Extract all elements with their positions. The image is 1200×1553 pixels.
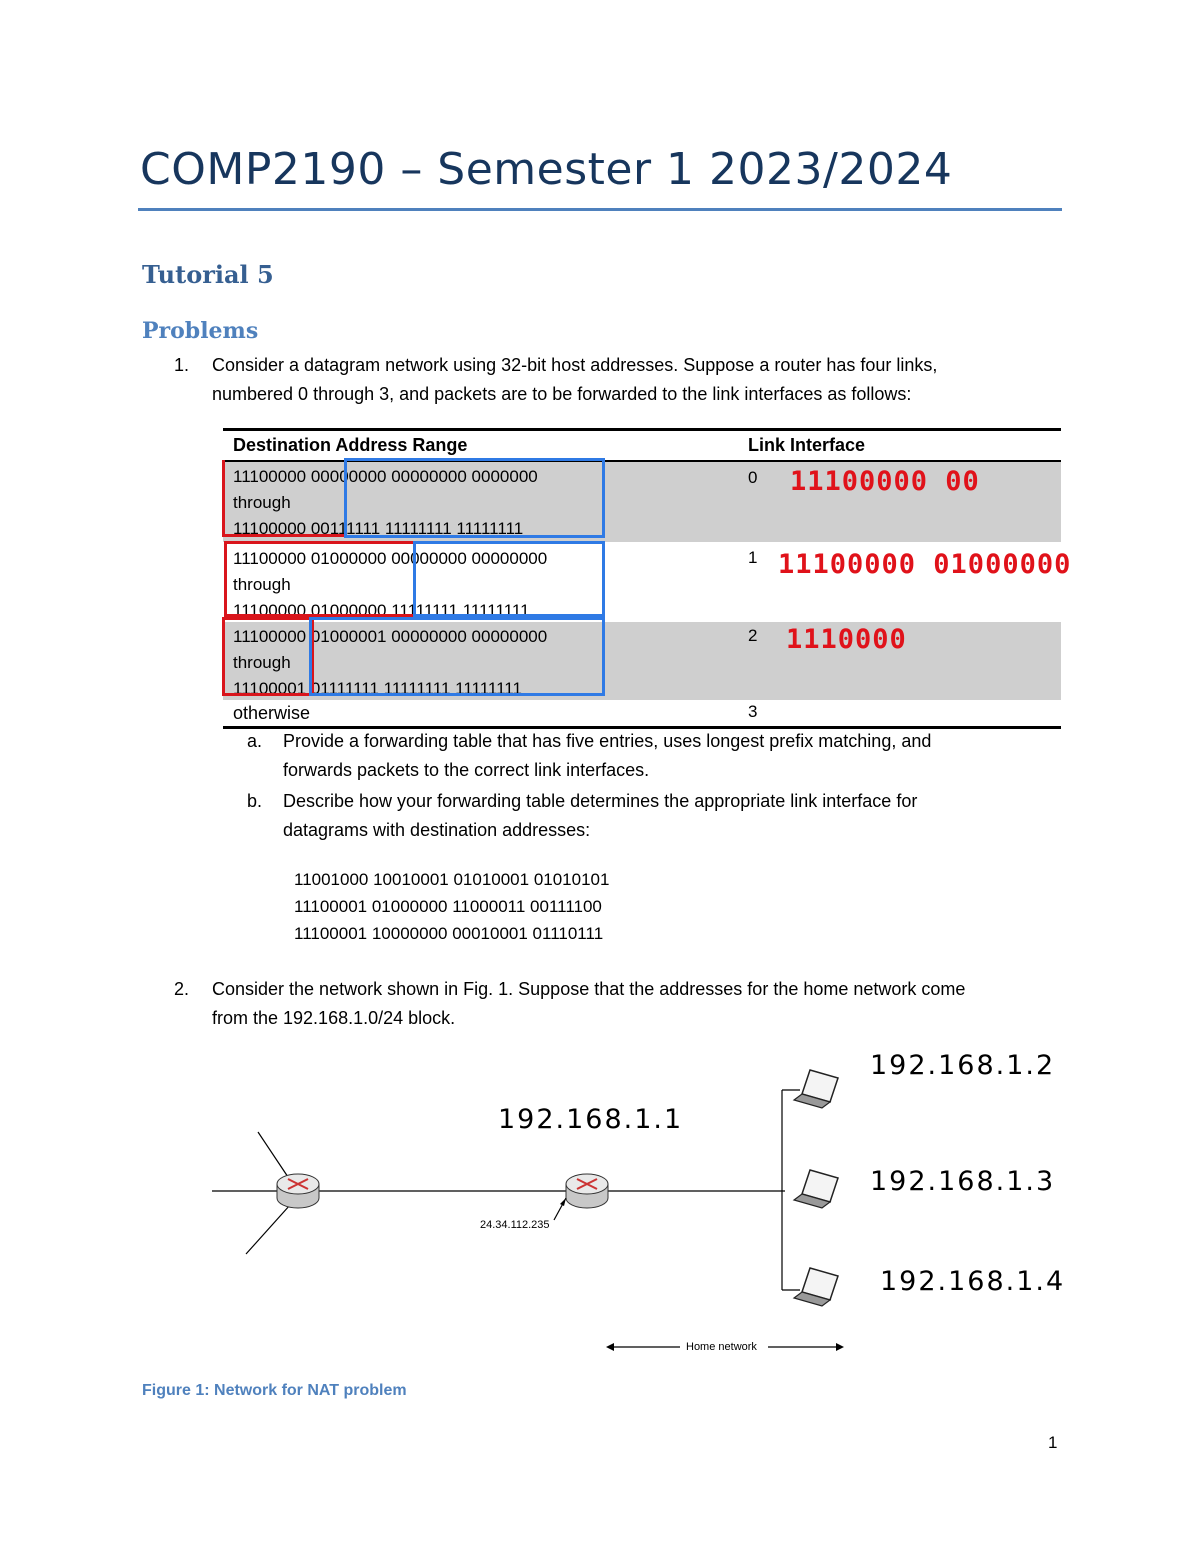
figure-caption: Figure 1: Network for NAT problem — [142, 1382, 407, 1399]
sub-a-line-1: Provide a forwarding table that has five entries, uses longest prefix matching, and — [283, 731, 932, 751]
sub-b-line-2: datagrams with destination addresses: — [283, 820, 591, 840]
range-cell: otherwise — [233, 703, 311, 723]
address-item: 11100001 01000000 11000011 00111100 — [294, 897, 602, 916]
handwritten-note: 11100000 00 — [790, 466, 980, 497]
link-cell: 2 — [748, 626, 758, 645]
title-divider — [138, 208, 1062, 211]
header-destination-range: Destination Address Range — [233, 435, 468, 455]
link-cell: 1 — [748, 548, 758, 567]
handwritten-ip: 192.168.1.4 — [880, 1266, 1066, 1297]
prefix-highlight-box — [224, 541, 416, 617]
range-to: 11100000 00111111 11111111 11111111 — [233, 519, 524, 538]
header-link-interface: Link Interface — [748, 435, 866, 455]
prefix-highlight-box — [222, 460, 346, 537]
link-cell: 0 — [748, 468, 758, 487]
range-to: 11100001 01111111 11111111 11111111 — [233, 679, 522, 698]
problem-1-number: 1. — [174, 355, 190, 375]
address-item: 11100001 10000000 00010001 01110111 — [294, 924, 604, 943]
sub-a-text — [283, 727, 931, 785]
sub-a-line-2: forwards packets to the correct link interfaces. — [283, 760, 650, 780]
suffix-highlight-box — [344, 458, 605, 538]
laptop-icon — [794, 1070, 838, 1108]
table-header-row — [223, 428, 1061, 462]
tutorial-heading: Tutorial 5 — [142, 260, 274, 289]
sub-b-label: b. — [247, 791, 263, 811]
handwritten-note: 1110000 — [786, 624, 907, 655]
handwritten-ip: 192.168.1.3 — [870, 1166, 1056, 1197]
link-line — [246, 1205, 290, 1254]
page-title: COMP2190 – Semester 1 2023/2024 — [140, 144, 953, 195]
problem-2-line-2: from the 192.168.1.0/24 block. — [212, 1008, 456, 1028]
handwritten-ip: 192.168.1.2 — [870, 1050, 1056, 1081]
link-cell: 3 — [748, 702, 758, 721]
problem-1-line-2: numbered 0 through 3, and packets are to be forwarded to the link interfaces as follows: — [212, 384, 912, 404]
range-to: 11100000 01000000 11111111 11111111 — [233, 601, 530, 620]
range-from: 11100000 00000000 00000000 0000000 — [233, 467, 538, 486]
problem-2-text — [212, 975, 965, 1033]
table-row — [223, 700, 1061, 729]
handwritten-ip: 192.168.1.1 — [498, 1104, 684, 1135]
range-through: through — [233, 493, 291, 512]
page-number: 1 — [1048, 1433, 1058, 1452]
link-line — [258, 1132, 290, 1180]
suffix-highlight-box — [309, 617, 605, 696]
range-from: 11100000 01000000 00000000 00000000 — [233, 549, 548, 568]
laptop-icon — [794, 1268, 838, 1306]
handwritten-note: 11100000 01000000 — [778, 549, 1072, 580]
suffix-highlight-box — [413, 541, 605, 617]
address-list — [294, 866, 609, 947]
problem-2-number: 2. — [174, 979, 190, 999]
prefix-highlight-box — [222, 617, 314, 696]
address-item: 11001000 10010001 01010001 01010101 — [294, 870, 610, 889]
range-from: 11100000 01000001 00000000 00000000 — [233, 627, 548, 646]
laptop-icon — [794, 1170, 838, 1208]
sub-a-label: a. — [247, 731, 263, 751]
sub-b-text — [283, 787, 917, 845]
problem-2-line-1: Consider the network shown in Fig. 1. Suppose that the addresses for the home network come — [212, 979, 966, 999]
problem-1-line-1: Consider a datagram network using 32-bit host addresses. Suppose a router has four links, — [212, 355, 938, 375]
sub-b-line-1: Describe how your forwarding table determines the appropriate link interface for — [283, 791, 918, 811]
router-ip-label: 24.34.112.235 — [480, 1219, 550, 1231]
problems-heading: Problems — [142, 318, 259, 344]
range-through: through — [233, 575, 291, 594]
network-figure — [0, 1040, 1200, 1370]
router-icon — [277, 1174, 319, 1208]
problem-1-text — [212, 351, 937, 409]
range-through: through — [233, 653, 291, 672]
router-icon — [566, 1174, 608, 1208]
home-network-label: Home network — [686, 1341, 757, 1353]
